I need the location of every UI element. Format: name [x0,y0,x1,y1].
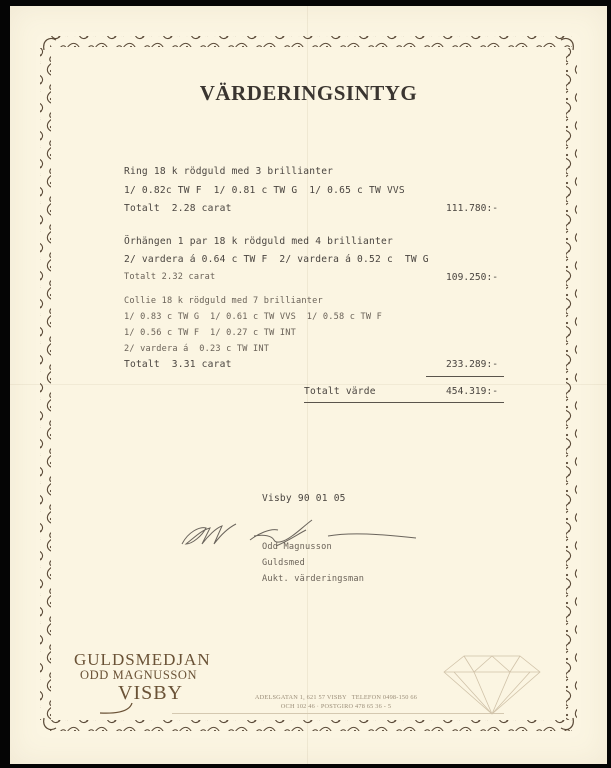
item-heading: Ring 18 k rödguld med 3 brillianter [124,166,334,177]
signatory-name: Odd Magnusson [262,542,332,552]
document-title: VÄRDERINGSINTYG [199,81,418,105]
signatory-role: Guldsmed [262,558,305,568]
signatory-title: Aukt. värderingsman [262,574,365,584]
item-total-carat: Totalt 3.31 carat [124,359,232,370]
item-heading: Örhängen 1 par 18 k rödguld med 4 brillianter [124,236,393,247]
diamond-icon [442,654,542,716]
item-total-carat: Totalt 2.28 carat [124,203,232,214]
item-stones-line: 1/ 0.56 c TW F 1/ 0.27 c TW INT [124,328,296,338]
item-stones-line: 1/ 0.83 c TW G 1/ 0.61 c TW VVS 1/ 0.58 c TW F [124,312,382,322]
signature [180,518,420,558]
item-heading: Collie 18 k rödguld med 7 brillianter [124,296,323,306]
logo-line-2: ODD MAGNUSSON [80,668,198,682]
grand-total-rule [304,402,504,403]
item-amount: 111.780:- [446,203,498,214]
item-stones-line: 2/ vardera á 0.23 c TW INT [124,344,270,354]
item-total-carat: Totalt 2.32 carat [124,272,216,282]
logo-line-3: VISBY [118,682,184,704]
address-line-2: OCH 102 46 · POSTGIRO 478 65 36 - 5 [280,703,392,710]
item-amount: 233.289:- [446,359,498,370]
grand-total-amount: 454.319:- [446,386,498,397]
address-line-1: ADELSGATAN 1, 621 57 VISBY TELEFON 0498-150 66 [254,694,418,701]
item-amount: 109.250:- [446,272,498,283]
valuation-certificate [10,6,607,764]
logo-swash [92,702,172,716]
subtotal-rule [426,376,504,377]
logo-line-1: GULDSMEDJAN [74,650,211,669]
item-stones-line: 2/ vardera á 0.64 c TW F 2/ vardera á 0.52 c TW G [124,254,429,265]
grand-total-label: Totalt värde [304,386,376,397]
item-stones-line: 1/ 0.82c TW F 1/ 0.81 c TW G 1/ 0.65 c TW VVS [124,185,405,196]
place-date: Visby 90 01 05 [262,493,346,504]
